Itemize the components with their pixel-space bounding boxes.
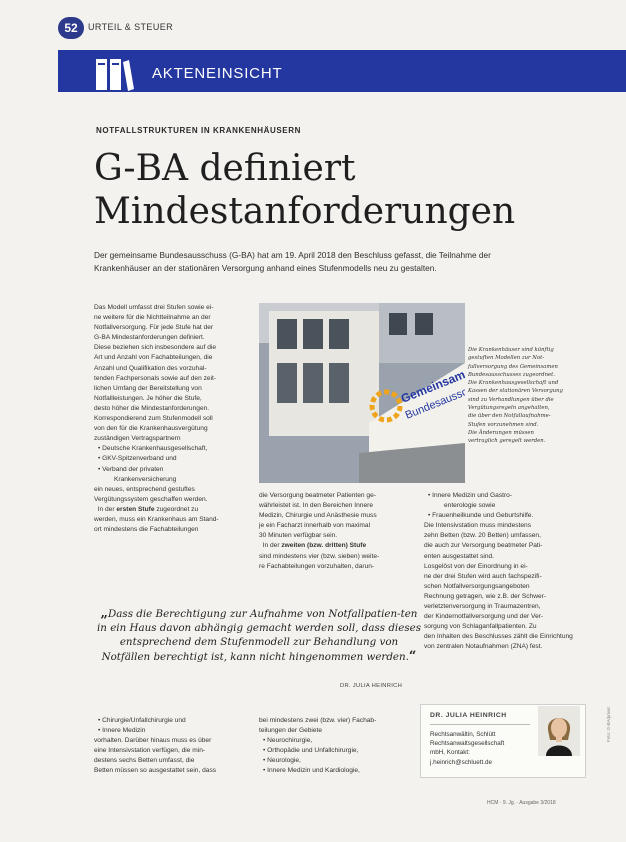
author-info <box>430 730 538 767</box>
caption-line: Stufen vorzunehmen sind. <box>468 421 539 428</box>
text-line: Rechnung getragen, wie z.B. der Schwer- <box>424 592 547 600</box>
caption-line: die über den Notfallaufnahme- <box>468 413 551 420</box>
list-item: • Frauenheilkunde und Geburtshilfe. <box>428 512 534 520</box>
text-line: sind mindestens vier (bzw. sieben) weite- <box>259 552 380 560</box>
quote-open-mark: „ <box>100 606 109 621</box>
column-2 <box>259 491 419 572</box>
building-photo <box>259 303 465 483</box>
author-info-line: mbH, Kontakt: <box>430 749 470 757</box>
text-line: den Inhalten des Beschlusses zählt die Einrichtung <box>424 633 573 641</box>
text-line: desto höher die Mindestanforderungen. <box>94 404 210 412</box>
caption-line: Die Krankenhausgesellschaft und <box>468 380 559 387</box>
text-line: Die Intensivstation muss mindestens <box>424 522 532 530</box>
list-item: • Innere Medizin und Kardiologie, <box>263 767 360 775</box>
section-band <box>58 50 626 92</box>
quote-author: DR. JULIA HEINRICH <box>340 683 403 689</box>
article-lead: Der gemeinsame Bundesausschuss (G-BA) hat am 19. April 2018 den Beschluss gefasst, die Teilnahme der Krankenhäuser an der stationären Versorgung anhand eines Stufenmodells neu zu gestalten. <box>94 250 491 273</box>
list-item: • Innere Medizin <box>98 727 146 735</box>
text-line: destens sechs Betten umfasst, die <box>94 757 195 765</box>
text-line: In der zweiten (bzw. dritten) Stufe <box>262 542 367 550</box>
caption-line: Die Änderungen müssen <box>468 429 534 436</box>
bottom-column-2 <box>259 716 419 777</box>
text-line: Losgelöst von der Einordnung in ei- <box>424 562 528 570</box>
article-kicker: NOTFALLSTRUKTUREN IN KRANKENHÄUSERN <box>96 126 301 135</box>
column-1 <box>94 303 254 535</box>
text-line: tenden Fachpersonals sowie auf den zeit- <box>94 374 217 382</box>
author-info-line: Rechtsanwaltsgesellschaft <box>430 740 505 748</box>
text-line: von zentralen Notaufnahmen (ZNA) fest. <box>424 643 543 651</box>
text-line: währleistet ist. In den Bereichen Innere <box>259 502 373 510</box>
list-item: • Neurochirurgie, <box>263 737 313 745</box>
page-number: 52 <box>58 17 84 39</box>
text-line: zehn Betten (bzw. 20 Betten) umfassen, <box>424 532 541 540</box>
list-item: • Verband der privaten <box>98 465 164 473</box>
list-item: • GKV-Spitzenverband und <box>98 455 177 463</box>
text-line: ne weitere für die Nichtteilnahme an der <box>94 314 211 322</box>
author-photo <box>538 706 580 761</box>
text-line: sorgung von Schlaganfallpatienten. Zu <box>424 623 537 631</box>
list-item: • Orthopädie und Unfallchirurgie, <box>263 747 359 755</box>
column-3 <box>424 491 588 653</box>
caption-line: fallversorgung des Gemeinsamen <box>468 363 558 370</box>
text-line: Art und Anzahl von Fachabteilungen, die <box>94 354 213 362</box>
text-line: von den für die Krankenhausvergütung <box>94 425 208 433</box>
text-line: verletztenversorgung in Traumazentren, <box>424 603 541 611</box>
text-line: eine Intensivstation verfügen, die min- <box>94 747 206 755</box>
text-line: G-BA Mindestanforderungen definiert. <box>94 334 205 342</box>
section-label: URTEIL & STEUER <box>88 22 174 32</box>
headline-line: G-BA definiert <box>94 148 356 189</box>
article-headline <box>94 147 515 233</box>
text-line: schen Notfallversorgungsangeboten <box>424 582 530 590</box>
text-line: ort mindestens die Fachabteilungen <box>94 526 199 534</box>
text-line: Anzahl und Qualifikation des vorzuhal- <box>94 364 207 372</box>
text-line: Betten müssen so ausgestattet sein, dass <box>94 767 217 775</box>
text-line: die Versorgung beatmeter Patienten ge- <box>259 492 376 499</box>
text-line: die auch zur Versorgung beatmeter Pati- <box>424 542 543 550</box>
list-item-continuation: enterologie sowie <box>444 502 496 510</box>
text-line: Notfallleistungen. Je höher die Stufe, <box>94 394 202 402</box>
author-name: DR. JULIA HEINRICH <box>430 712 507 719</box>
files-icon <box>94 56 134 97</box>
text-line: lichen Umfang der Bereitstellung von <box>94 384 202 392</box>
author-info-line: j.heinrich@schluett.de <box>430 758 493 766</box>
text-line: werden, muss ein Krankenhaus am Stand- <box>94 515 219 523</box>
text-line: teilungen der Gebiete <box>259 727 323 735</box>
photo-caption <box>468 346 586 446</box>
text-line: ne der drei Stufen wird auch fachspezifi- <box>424 572 542 580</box>
text-line: Das Modell umfasst drei Stufen sowie ei- <box>94 304 214 311</box>
caption-line: Vergütungsregeln angehalten, <box>468 405 550 412</box>
caption-line: vertraglich geregelt werden. <box>468 438 546 445</box>
sign-text: Bundesausschu <box>403 381 465 422</box>
list-item: • Innere Medizin und Gastro- <box>428 492 513 499</box>
caption-line: Kassen der stationären Versorgung <box>468 388 563 395</box>
photo-credit: Foto: G-BA/privat <box>606 707 611 742</box>
list-item: • Deutsche Krankenhausgesellschaft, <box>98 445 208 453</box>
text-line: Vergütungssystem geschaffen werden. <box>94 495 208 503</box>
text-line: Diese beziehen sich insbesondere auf die <box>94 344 217 352</box>
text-line: Medizin, Chirurgie und Anästhesie muss <box>259 512 377 520</box>
text-line: bei mindestens zwei (bzw. vier) Fachab- <box>259 717 377 724</box>
caption-line: sind zu Verhandlungen über die <box>468 396 554 403</box>
text-line: enten ausgestattet sind. <box>424 552 495 560</box>
text-line: der Kindernotfallversorgung und der Ver- <box>424 613 544 621</box>
text-line: vorhalten. Darüber hinaus muss es über <box>94 737 212 745</box>
text-line: re Fachabteilungen vorzuhalten, darun- <box>259 562 375 570</box>
text-line: ein neues, entsprechend gestuftes <box>94 485 195 493</box>
caption-line: Die Krankenhäuser sind künftig <box>468 347 554 353</box>
page-footer: HCM · 9. Jg. · Ausgabe 3/2018 <box>487 800 556 806</box>
text-line: Notfallversorgung. Für jede Stufe hat der <box>94 324 214 332</box>
bottom-column-1 <box>94 716 254 777</box>
list-item: • Neurologie, <box>263 757 301 765</box>
quote-text: Dass die Berechtigung zur Aufnahme von Notfallpatien-ten in ein Haus davon abhängig gemacht werden soll, dass dieses entsprechend dem Stufenmodell zur Behandlung von Notfällen berechtigt ist, kann nicht hingenommen werden. <box>97 608 421 663</box>
text-line: 30 Minuten verfügbar sein. <box>259 532 338 540</box>
quote-close-mark: “ <box>408 648 417 664</box>
text-line: Korrespondierend zum Stufenmodell soll <box>94 415 213 423</box>
author-info-line: Rechtsanwältin, Schlütt <box>430 731 496 738</box>
text-line: je ein Facharzt innerhalb von maximal <box>259 522 371 530</box>
list-item-continuation: Krankenversicherung <box>114 475 177 483</box>
caption-line: Bundesausschusses zugeordnet. <box>468 371 555 378</box>
divider <box>430 724 530 725</box>
headline-line: Mindestanforderungen <box>94 191 516 232</box>
text-line: In der ersten Stufe zugeordnet zu <box>97 505 199 513</box>
text-line: zuständigen Vertragspartnern <box>94 435 181 443</box>
list-item: • Chirurgie/Unfallchirurgie und <box>98 717 186 724</box>
sign-text: Gemeinsame <box>398 364 465 406</box>
caption-line: gestuften Modellen zur Not- <box>468 355 545 362</box>
pull-quote <box>96 607 422 664</box>
band-title: AKTENEINSICHT <box>152 65 283 82</box>
